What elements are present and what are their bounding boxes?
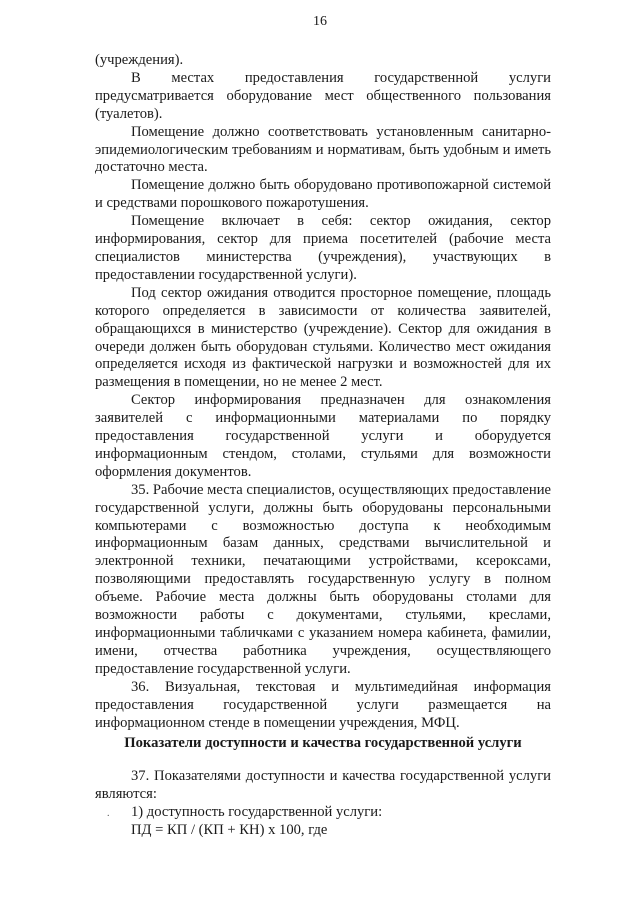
paragraph-35-workplaces: 35. Рабочие места специалистов, осуществляющих предоставление государственной услуги, должны быть оборудованы персональными компьютерами с возможностью доступа к необходимым информационным базам данных, средствами вычислительной и электронной техники, печатающими устройствами, ксероксами, позволяющими предоставлять государственную услугу в полном объеме. Рабочие места должны быть оборудованы столами для возможности работы с документами, стульями, креслами, информационными табличками с указанием номера кабинета, фамилии, имени, отчества работника учреждения, осуществляющего предоставление государственной услуги. (95, 481, 551, 677)
paragraph-waiting-sector: Под сектор ожидания отводится просторное помещение, площадь которого определяется в зависимости от количества заявителей, обращающихся в министерство (учреждение). Сектор для ожидания в очереди должен быть оборудован стульями. Количество мест ожидания определяется исходя из фактической нагрузки и возможностей для их размещения в помещении, но не менее 2 мест. (95, 284, 551, 391)
paragraph-public-facilities: В местах предоставления государственной услуги предусматривается оборудование мест общественного пользования (туалетов). (95, 69, 551, 122)
margin-mark: . (107, 808, 110, 819)
paragraph-fire-safety: Помещение должно быть оборудовано противопожарной системой и средствами порошкового пожаротушения. (95, 177, 551, 212)
paragraph-36-information: 36. Визуальная, текстовая и мультимедийная информация предоставления государственной услуги размещается на информационном стенде в помещении учреждения, МФЦ. (95, 678, 551, 731)
main-text (95, 52, 551, 732)
paragraph-sectors: Помещение включает в себя: сектор ожидания, сектор информирования, сектор для приема посетителей (рабочие места специалистов министерства (учреждения), участвующих в предоставлении государственной услуги). (95, 213, 551, 283)
paragraph-sanitary: Помещение должно соответствовать установленным санитарно-эпидемиологическим требованиям и нормативам, быть удобным и иметь достаточно места. (95, 123, 551, 176)
section-heading: Показатели доступности и качества государственной услуги (124, 735, 522, 751)
indicators-text (95, 768, 551, 840)
paragraph-37-indicators: 37. Показателями доступности и качества государственной услуги являются: (95, 768, 551, 802)
formula-line: ПД = КП / (КП + КН) х 100, где (131, 821, 328, 838)
page-number: 16 (313, 14, 327, 29)
paragraph-info-sector: Сектор информирования предназначен для ознакомления заявителей с информационными материалами по порядку предоставления государственной услуги и оборудуется информационным стендом, столами, стульями для возможности оформления документов. (95, 392, 551, 480)
paragraph-continuation: (учреждения). (95, 52, 184, 68)
list-item-availability: 1) доступность государственной услуги: (131, 803, 383, 820)
